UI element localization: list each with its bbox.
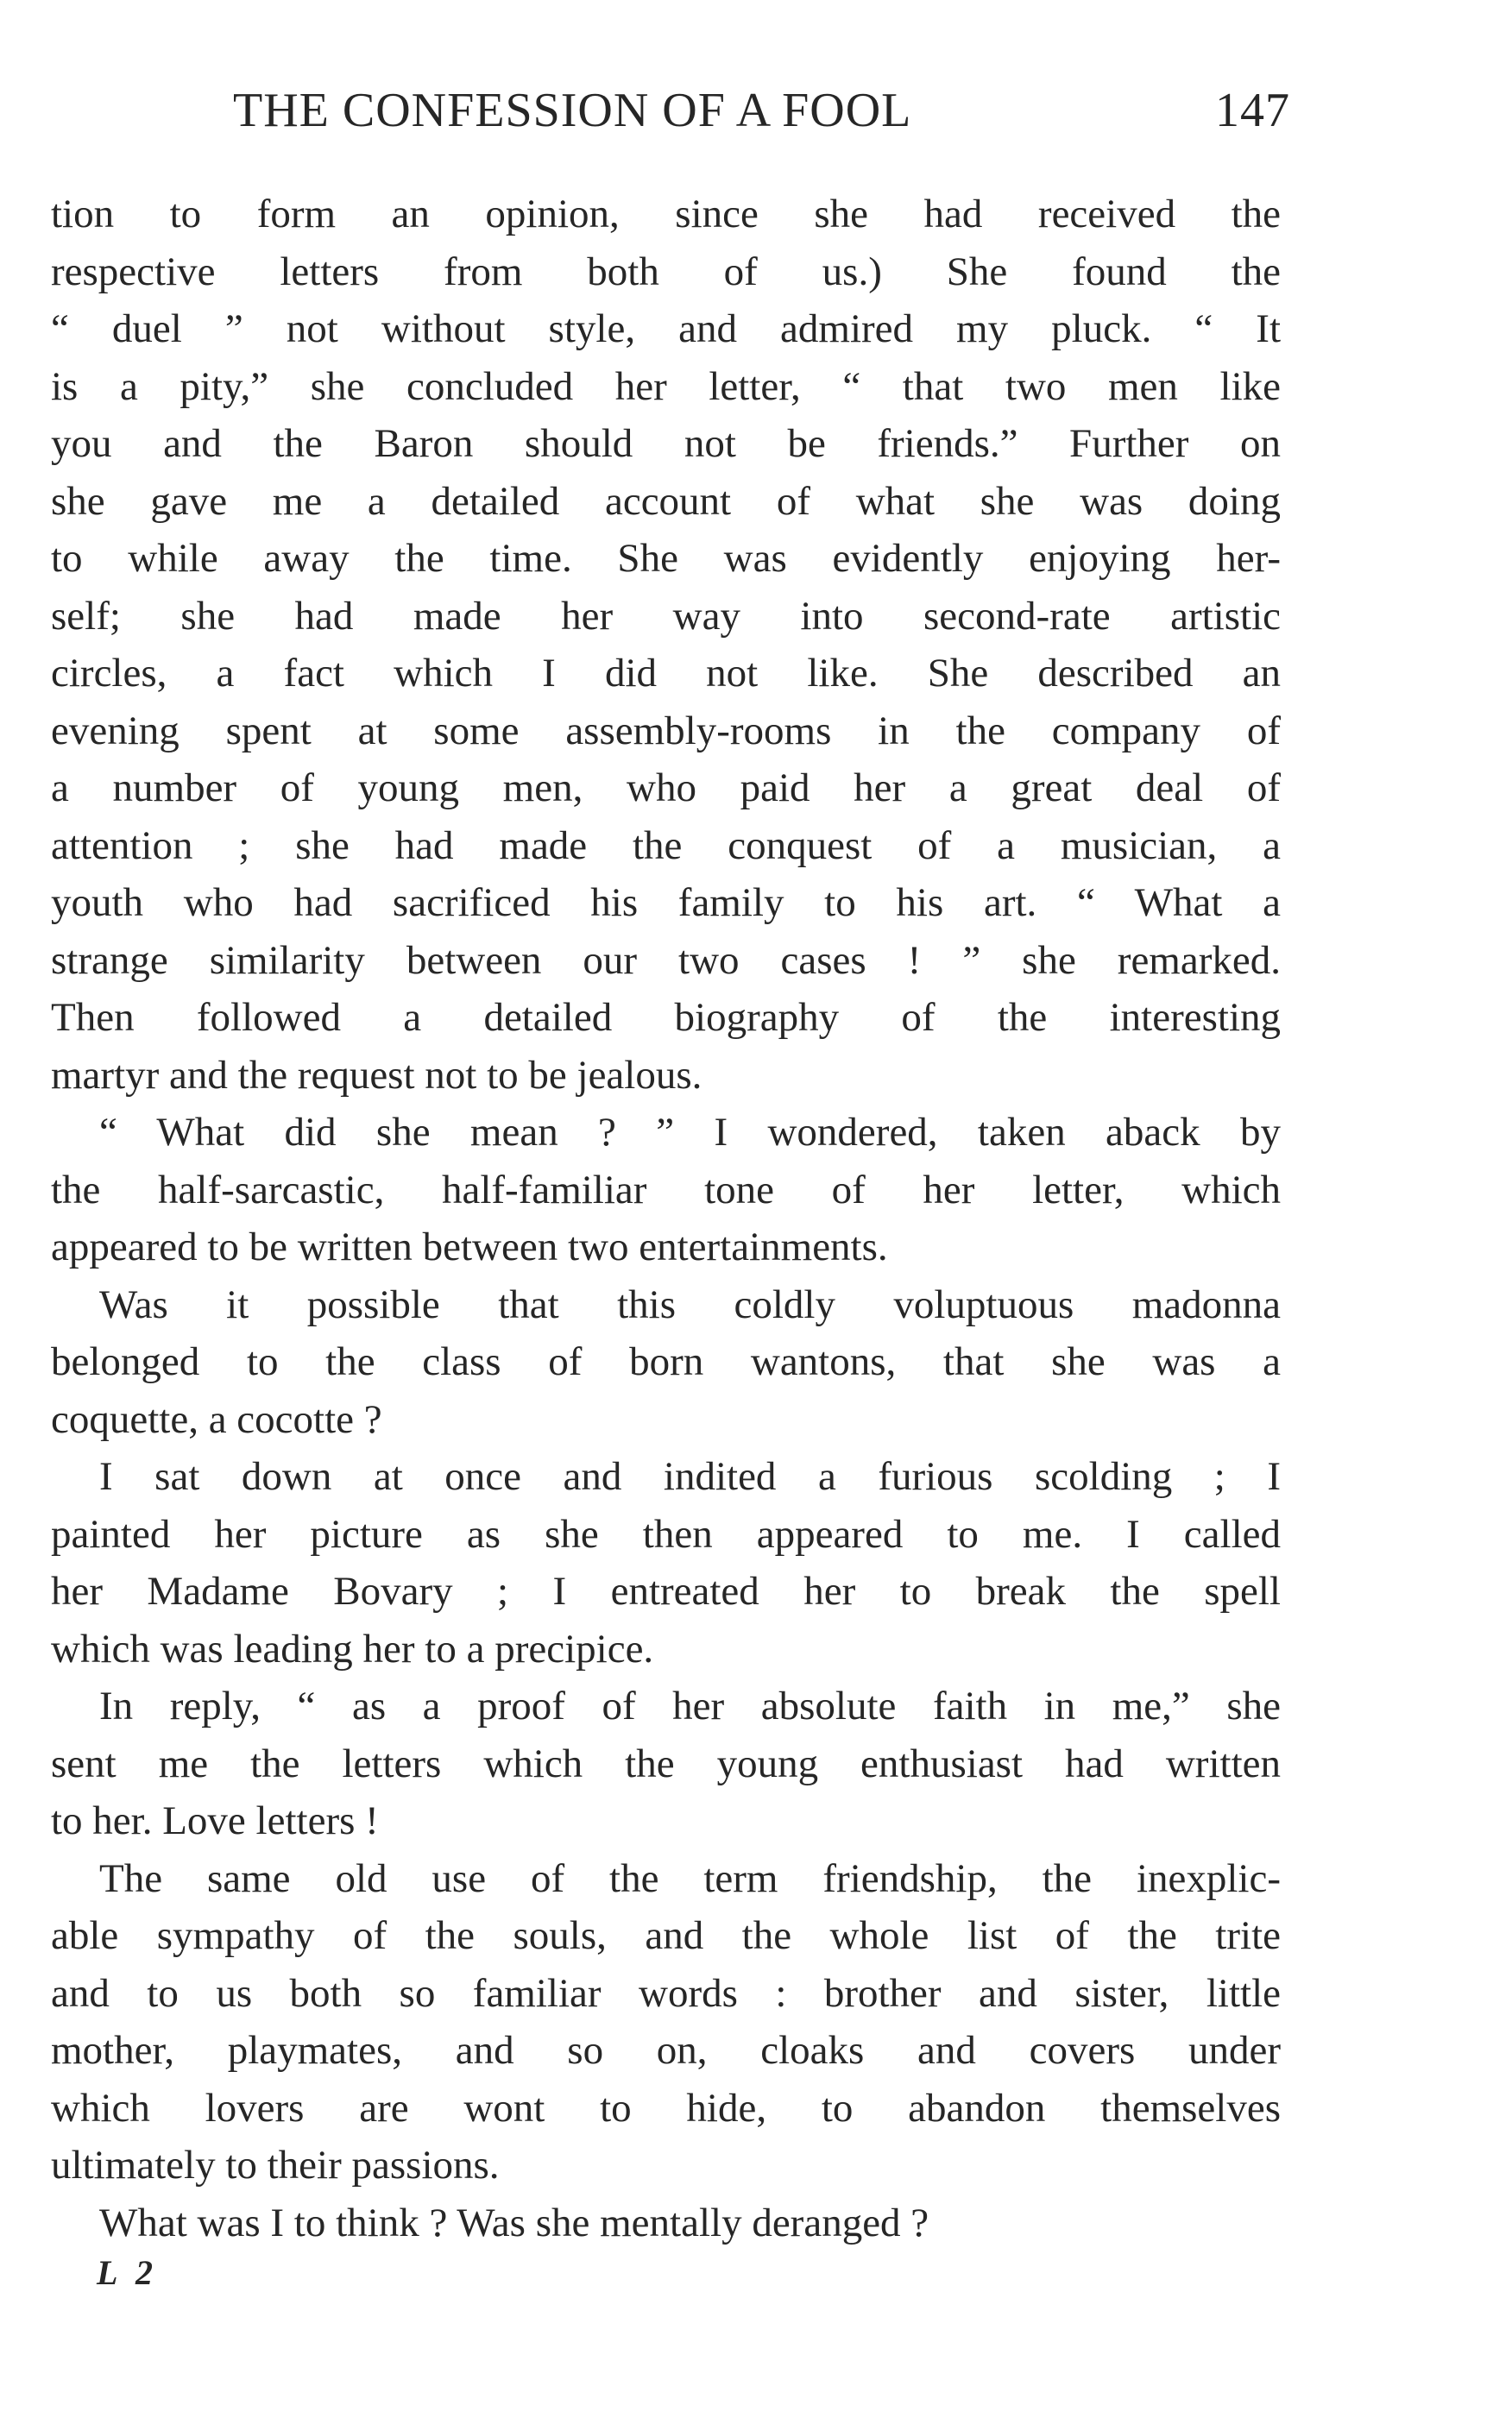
running-head (233, 83, 1290, 152)
text-line: a number of young men, who paid her a great deal of (51, 765, 1281, 810)
text-line: to while away the time. She was evidently enjoying her- (51, 536, 1281, 581)
text-line: attention ; she had made the conquest of a musician, a (51, 822, 1281, 868)
running-title: THE CONFESSION OF A FOOL (233, 84, 912, 137)
text-line: What was I to think ? Was she mentally deranged ? (99, 2200, 929, 2245)
text-line: sent me the letters which the young enthusiast had written (51, 1741, 1281, 1786)
page-number: 147 (1215, 84, 1290, 137)
text-line: The same old use of the term friendship, the inexplic- (99, 1855, 1281, 1901)
signature-mark: L 2 (97, 2253, 158, 2292)
text-line: able sympathy of the souls, and the whole list of the trite (51, 1913, 1281, 1958)
text-line: which was leading her to a precipice. (51, 1626, 654, 1672)
text-line: which lovers are wont to hide, to abandon themselves (51, 2085, 1281, 2131)
text-line: In reply, “ as a proof of her absolute faith in me,” she (99, 1684, 1281, 1728)
text-line: appeared to be written between two entertainments. (51, 1225, 888, 1269)
text-line: coquette, a cocotte ? (51, 1396, 382, 1442)
text-line: mother, playmates, and so on, cloaks and covers under (51, 2028, 1281, 2073)
text-line: and to us both so familiar words : brother and sister, little (51, 1970, 1281, 2016)
text-line: youth who had sacrificed his family to his art. “ What a (51, 880, 1281, 925)
text-line: circles, a fact which I did not like. She described an (51, 651, 1281, 696)
text-line: evening spent at some assembly-rooms in the company of (51, 708, 1281, 753)
text-line: I sat down at once and indited a furious scolding ; I (99, 1454, 1281, 1499)
text-line: her Madame Bovary ; I entreated her to break the spell (51, 1569, 1281, 1614)
text-line: you and the Baron should not be friends.” Further on (51, 421, 1281, 466)
text-line: the half-sarcastic, half-familiar tone of her letter, which (51, 1167, 1281, 1212)
text-line: belonged to the class of born wantons, that she was a (51, 1339, 1281, 1384)
text-line: Was it possible that this coldly voluptuous madonna (99, 1281, 1281, 1327)
text-line: is a pity,” she concluded her letter, “ that two men like (51, 363, 1281, 409)
text-line: ultimately to their passions. (51, 2143, 500, 2188)
text-line: to her. Love letters ! (51, 1798, 379, 1843)
text-line: respective letters from both of us.) She found the (51, 249, 1281, 294)
text-line: martyr and the request not to be jealous. (51, 1052, 702, 1098)
text-line: strange similarity between our two cases ! ” she remarked. (51, 937, 1281, 983)
text-line: “ duel ” not without style, and admired my pluck. “ It (51, 306, 1281, 351)
text-line: “ What did she mean ? ” I wondered, taken aback by (99, 1110, 1281, 1155)
text-line: self; she had made her way into second-rate artistic (51, 593, 1281, 639)
text-line: Then followed a detailed biography of the interesting (51, 995, 1281, 1040)
body-text (51, 186, 1281, 2251)
text-line: tion to form an opinion, since she had received the (51, 192, 1281, 236)
text-line: she gave me a detailed account of what she was doing (51, 478, 1281, 524)
text-line: painted her picture as she then appeared to me. I called (51, 1511, 1281, 1557)
